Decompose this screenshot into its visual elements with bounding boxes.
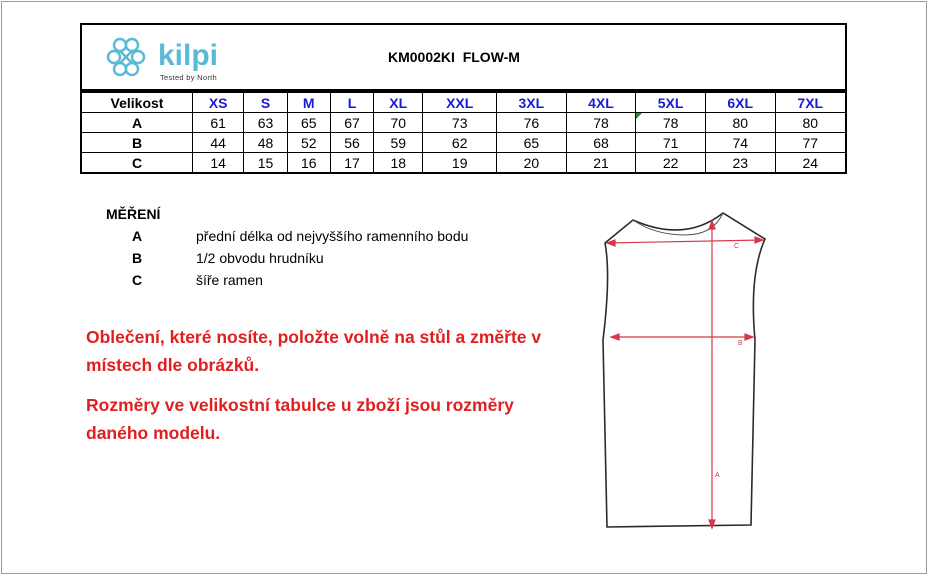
table-row xyxy=(81,153,846,174)
neckline xyxy=(633,213,723,235)
row-label: C xyxy=(81,153,193,174)
tank-top-outline xyxy=(603,213,765,527)
arrowhead xyxy=(745,334,753,340)
note-lay-flat: Oblečení, které nosíte, položte volně na stůl a změřte v místech dle obrázků. xyxy=(86,327,542,375)
table-cell: 73 xyxy=(423,113,497,133)
table-cell: 68 xyxy=(566,133,636,153)
table-cell: 65 xyxy=(287,113,330,133)
size-5xl: 5XL xyxy=(636,92,706,113)
kilpi-logo xyxy=(102,31,242,87)
table-cell: 15 xyxy=(244,153,287,174)
table-cell: 59 xyxy=(374,133,423,153)
row-label: B xyxy=(81,133,193,153)
table-cell: 22 xyxy=(636,153,706,174)
table-cell: 16 xyxy=(287,153,330,174)
arrowhead xyxy=(709,520,715,528)
arrowhead xyxy=(611,334,619,340)
table-row xyxy=(81,133,846,153)
size-3xl: 3XL xyxy=(497,92,567,113)
table-cell: 52 xyxy=(287,133,330,153)
measure-line-c xyxy=(607,240,763,243)
table-cell: 78 xyxy=(566,113,636,133)
measurements-title: MĚŘENÍ xyxy=(106,206,161,222)
measurement-desc: 1/2 obvodu hrudníku xyxy=(196,250,324,266)
table-cell: 65 xyxy=(497,133,567,153)
size-table xyxy=(80,91,847,174)
table-cell: 70 xyxy=(374,113,423,133)
size-4xl: 4XL xyxy=(566,92,636,113)
table-cell: 77 xyxy=(775,133,846,153)
size-m: M xyxy=(287,92,330,113)
row-label: A xyxy=(81,113,193,133)
size-xl: XL xyxy=(374,92,423,113)
measurement-key: B xyxy=(132,250,143,266)
table-cell: 76 xyxy=(497,113,567,133)
table-cell: 80 xyxy=(775,113,846,133)
table-cell: 48 xyxy=(244,133,287,153)
note-model-dimensions: Rozměry ve velikostní tabulce u zboží jsou rozměry daného modelu. xyxy=(86,395,514,443)
table-cell: 21 xyxy=(566,153,636,174)
size-s: S xyxy=(244,92,287,113)
label-a: A xyxy=(715,472,720,479)
table-cell: 71 xyxy=(636,133,706,153)
size-xxl: XXL xyxy=(423,92,497,113)
product-title: KM0002KI FLOW-M xyxy=(388,49,520,65)
measurement-key: C xyxy=(132,272,143,288)
table-cell: 19 xyxy=(423,153,497,174)
table-cell: 61 xyxy=(193,113,244,133)
table-row xyxy=(81,113,846,133)
table-cell: 24 xyxy=(775,153,846,174)
table-cell: 67 xyxy=(330,113,373,133)
measurement-key: A xyxy=(132,228,143,244)
table-cell: 74 xyxy=(705,133,775,153)
table-cell: 80 xyxy=(705,113,775,133)
label-b: B xyxy=(738,340,743,347)
measurement-desc: šíře ramen xyxy=(196,272,263,288)
size-xs: XS xyxy=(193,92,244,113)
table-cell: 78 xyxy=(636,113,706,133)
table-cell: 44 xyxy=(193,133,244,153)
brand-wordmark: kilpi xyxy=(158,39,219,72)
header-box xyxy=(80,23,847,91)
table-cell: 20 xyxy=(497,153,567,174)
table-cell: 18 xyxy=(374,153,423,174)
table-cell: 63 xyxy=(244,113,287,133)
table-cell: 62 xyxy=(423,133,497,153)
tank-top-diagram xyxy=(595,205,775,540)
size-header-label: Velikost xyxy=(81,92,193,113)
table-cell: 17 xyxy=(330,153,373,174)
label-c: C xyxy=(734,243,740,250)
brand-tagline: Tested by North xyxy=(160,73,218,82)
table-cell: 23 xyxy=(705,153,775,174)
size-header-row xyxy=(81,92,846,113)
measurement-desc: přední délka od nejvyššího ramenního bodu xyxy=(196,228,469,244)
size-l: L xyxy=(330,92,373,113)
size-6xl: 6XL xyxy=(705,92,775,113)
knot-icon xyxy=(108,39,144,75)
table-cell: 14 xyxy=(193,153,244,174)
size-7xl: 7XL xyxy=(775,92,846,113)
table-cell: 56 xyxy=(330,133,373,153)
